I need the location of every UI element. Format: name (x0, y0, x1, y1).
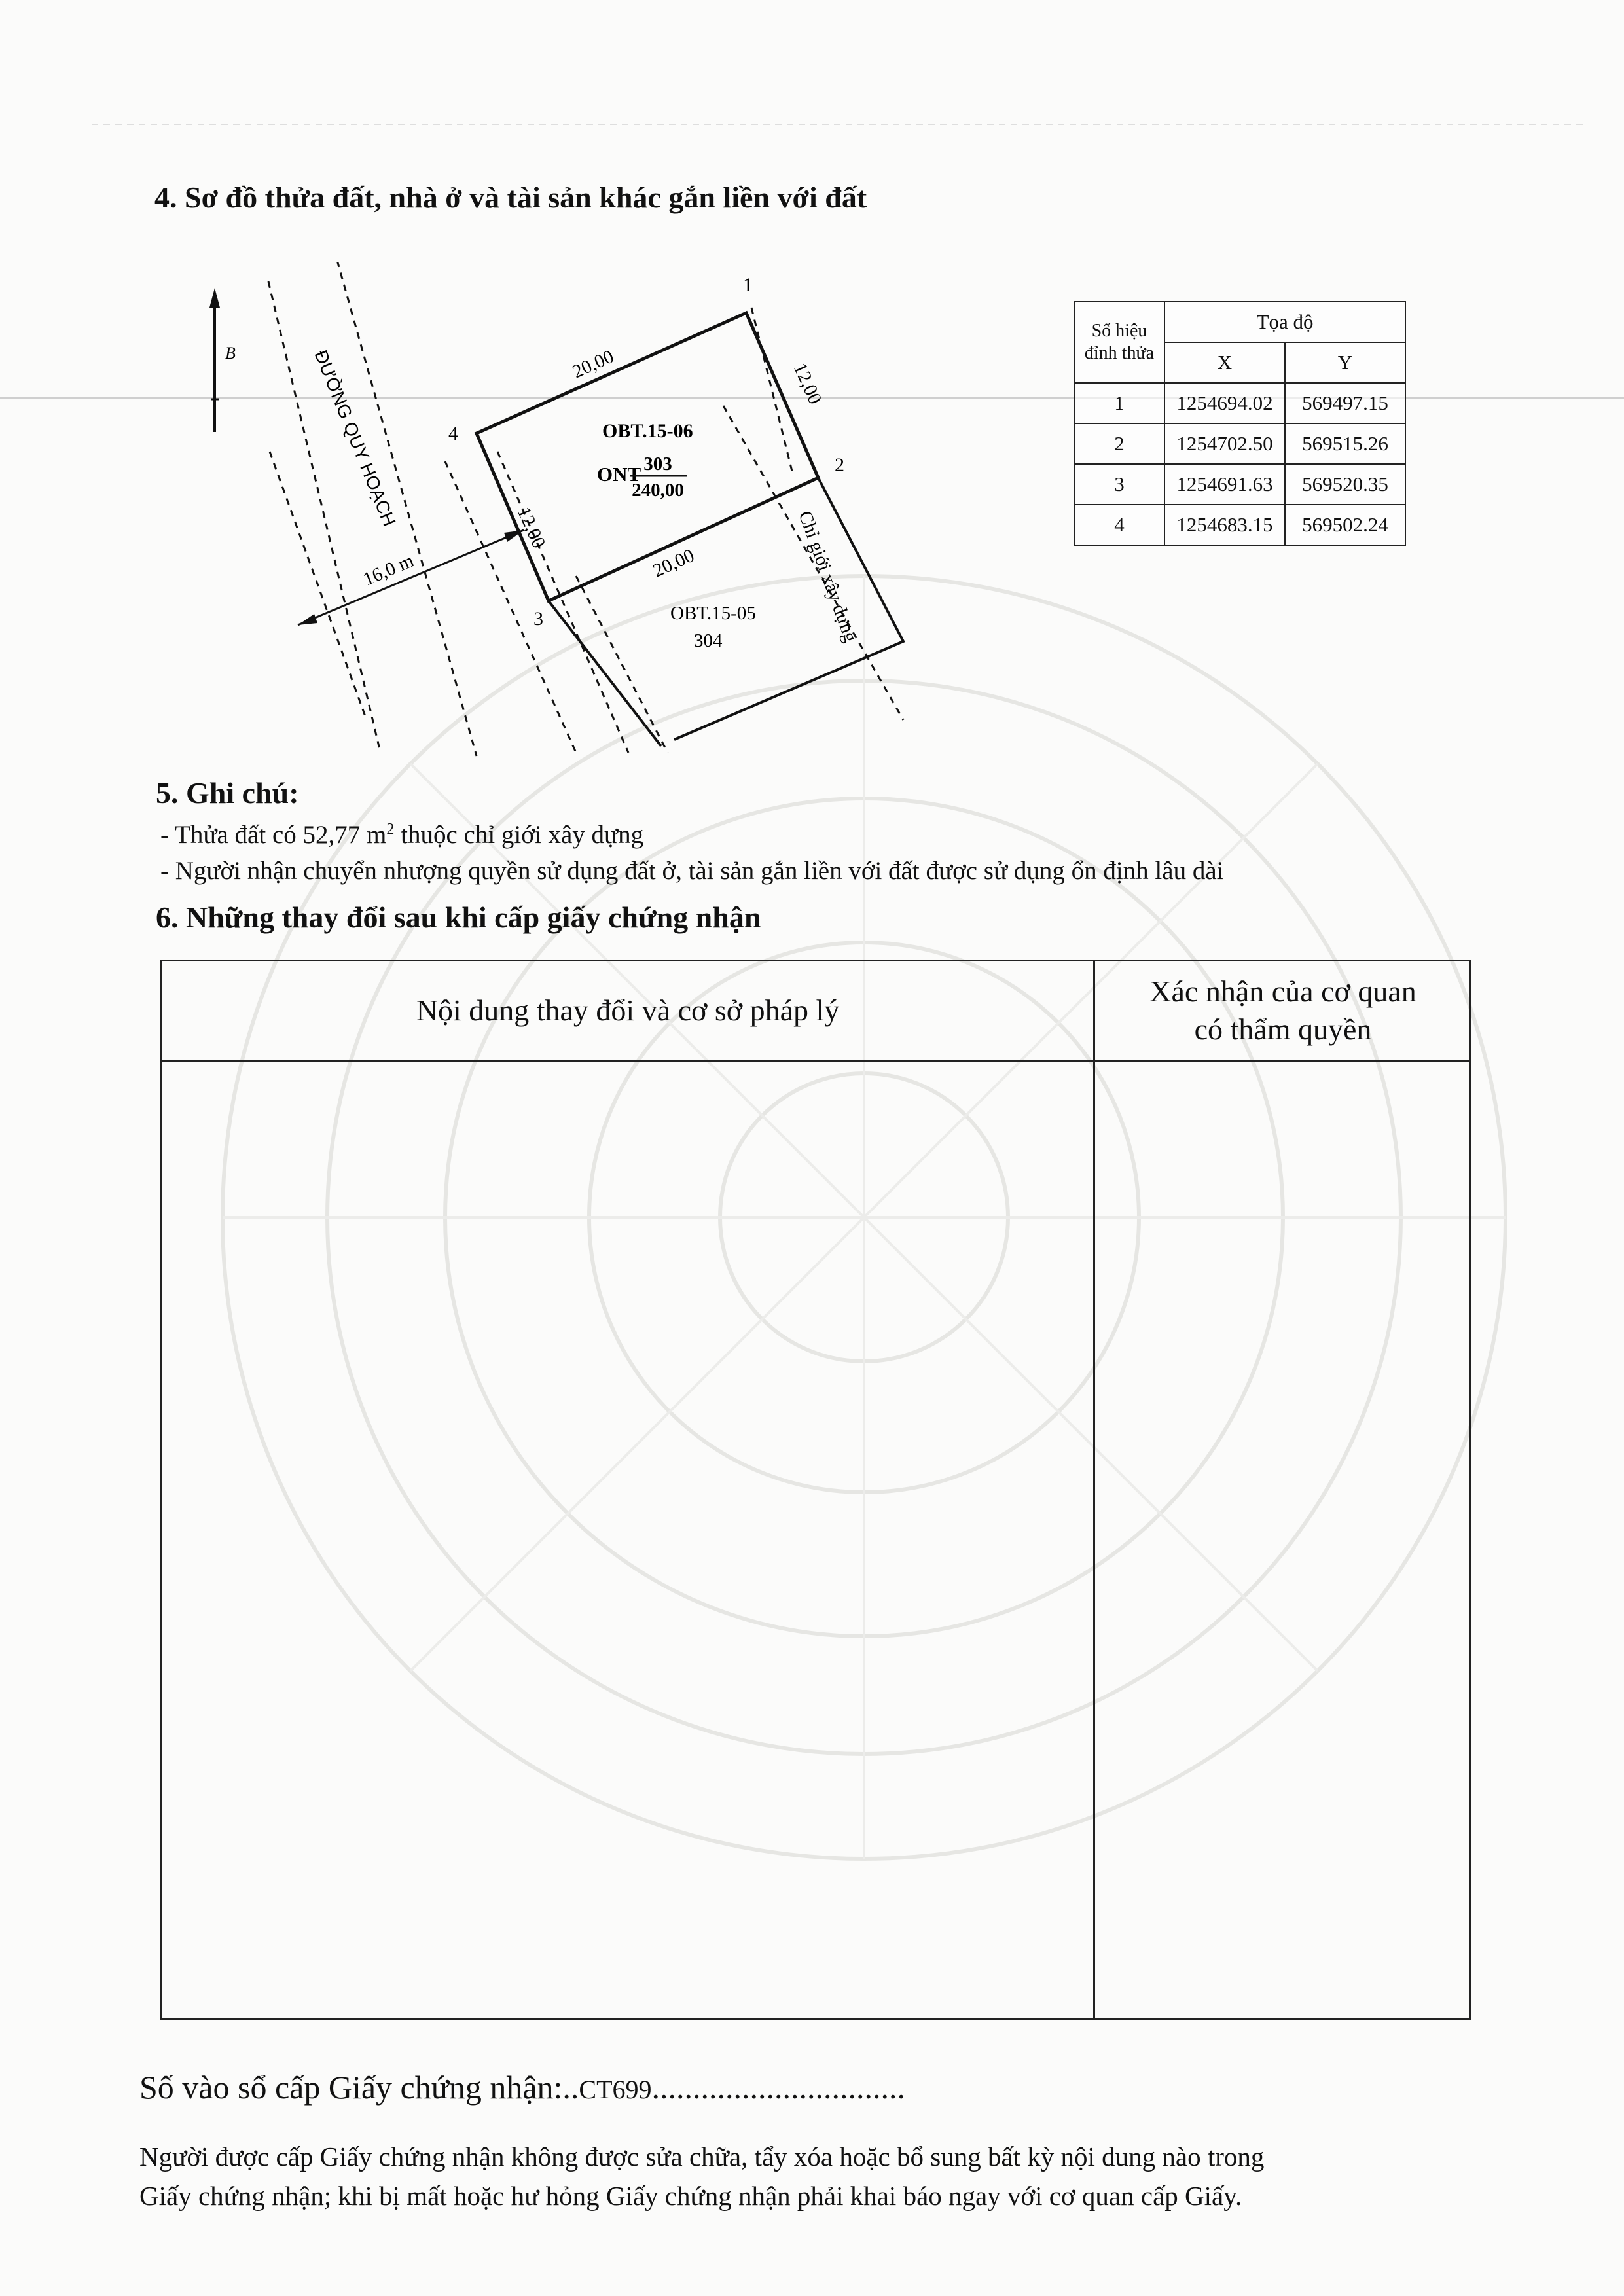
column-divider (1093, 961, 1095, 2018)
table-row (1074, 383, 1405, 423)
coord-cell-x: 1254694.02 (1164, 383, 1285, 423)
parcel-304-boundary (549, 601, 661, 746)
registry-value: CT699 (579, 2075, 652, 2104)
vertex-2-label: 2 (835, 454, 844, 476)
edge-left-length: 12,00 (513, 503, 550, 552)
road-edge-line (445, 461, 576, 753)
changes-col2-header (1093, 961, 1473, 1060)
table-row (1074, 505, 1405, 545)
coord-cell-y: 569520.35 (1285, 464, 1405, 505)
changes-col2-header-line2: có thẩm quyền (1194, 1013, 1372, 1046)
warning-line-2: Giấy chứng nhận; khi bị mất hoặc hư hỏng Giấy chứng nhận phải khai báo ngay với cơ quan cấp Giấy. (139, 2181, 1242, 2211)
table-row (1074, 423, 1405, 464)
coord-cell-id: 2 (1074, 423, 1164, 464)
coord-cell-y: 569515.26 (1285, 423, 1405, 464)
warning-line-1: Người được cấp Giấy chứng nhận không được sửa chữa, tẩy xóa hoặc bổ sung bất kỳ nội dung nào trong (139, 2142, 1265, 2172)
coord-header-id: Số hiệu đỉnh thửa (1074, 302, 1164, 383)
section4-heading: 4. Sơ đồ thửa đất, nhà ở và tài sản khác gắn liền với đất (154, 181, 867, 214)
vertex-4-label: 4 (448, 423, 458, 444)
road-edge-line (576, 576, 668, 753)
edge-bottom-length: 20,00 (649, 545, 698, 582)
registry-label: Số vào sổ cấp Giấy chứng nhận: (139, 2069, 563, 2106)
coord-col-y: Y (1285, 342, 1405, 383)
coord-header-coords: Tọa độ (1164, 302, 1405, 342)
road-label: ĐƯỜNG QUY HOẠCH (310, 347, 400, 529)
road-edge-line (334, 262, 477, 756)
section6-heading: 6. Những thay đổi sau khi cấp giấy chứng nhận (156, 901, 761, 934)
coord-cell-x: 1254691.63 (1164, 464, 1285, 505)
coordinate-table (1074, 301, 1406, 546)
coord-cell-x: 1254683.15 (1164, 505, 1285, 545)
coord-cell-id: 4 (1074, 505, 1164, 545)
note-1-sup: 2 (386, 821, 395, 838)
edge-top-length: 20,00 (569, 346, 617, 383)
registry-dots: ............................... (651, 2069, 906, 2106)
changes-confirmation-cell[interactable] (1099, 1064, 1468, 2016)
north-label: B (225, 344, 236, 363)
coord-cell-x: 1254702.50 (1164, 423, 1285, 464)
changes-col1-header: Nội dung thay đổi và cơ sở pháp lý (416, 994, 840, 1027)
warning-note (139, 2137, 1527, 2215)
road-width-label: 16,0 m (360, 550, 417, 590)
parcel-number: 303 (643, 454, 672, 475)
note-1-suffix: thuộc chỉ giới xây dựng (394, 821, 644, 849)
coord-cell-id: 3 (1074, 464, 1164, 505)
note-2: - Người nhận chuyển nhượng quyền sử dụng đất ở, tài sản gắn liền với đất được sử dụng ổn định lâu dài (160, 857, 1224, 885)
setback-line (751, 308, 792, 471)
coord-cell-y: 569497.15 (1285, 383, 1405, 423)
neighbor-parcel-id: OBT.15-05 (670, 603, 756, 624)
coord-col-x: X (1164, 342, 1285, 383)
changes-content-cell[interactable] (166, 1064, 1089, 2016)
registry-dots: .. (562, 2069, 579, 2106)
note-1-prefix: - Thửa đất có 52,77 m (160, 821, 387, 849)
parcel-area: 240,00 (632, 480, 684, 501)
coord-cell-id: 1 (1074, 383, 1164, 423)
vertex-1-label: 1 (743, 274, 753, 296)
road-edge-line (497, 452, 628, 753)
changes-table (160, 960, 1471, 2020)
coord-cell-y: 569502.24 (1285, 505, 1405, 545)
vertex-3-label: 3 (533, 608, 543, 630)
changes-col2-header-line1: Xác nhận của cơ quan (1149, 975, 1416, 1008)
neighbor-parcel-number: 304 (694, 630, 723, 651)
table-row (1074, 464, 1405, 505)
note-1 (160, 820, 643, 850)
parcel-use-code: ONT (597, 463, 641, 486)
setback-label: Chỉ giới xây dựng (794, 508, 861, 645)
section5-heading: 5. Ghi chú: (156, 776, 299, 810)
north-arrow-icon (209, 288, 220, 432)
parcel-id: OBT.15-06 (602, 420, 693, 442)
road-width-dimension (298, 530, 524, 625)
registry-line (139, 2068, 905, 2106)
parcel-sketch (196, 262, 929, 772)
edge-right-length: 12,00 (789, 359, 826, 408)
